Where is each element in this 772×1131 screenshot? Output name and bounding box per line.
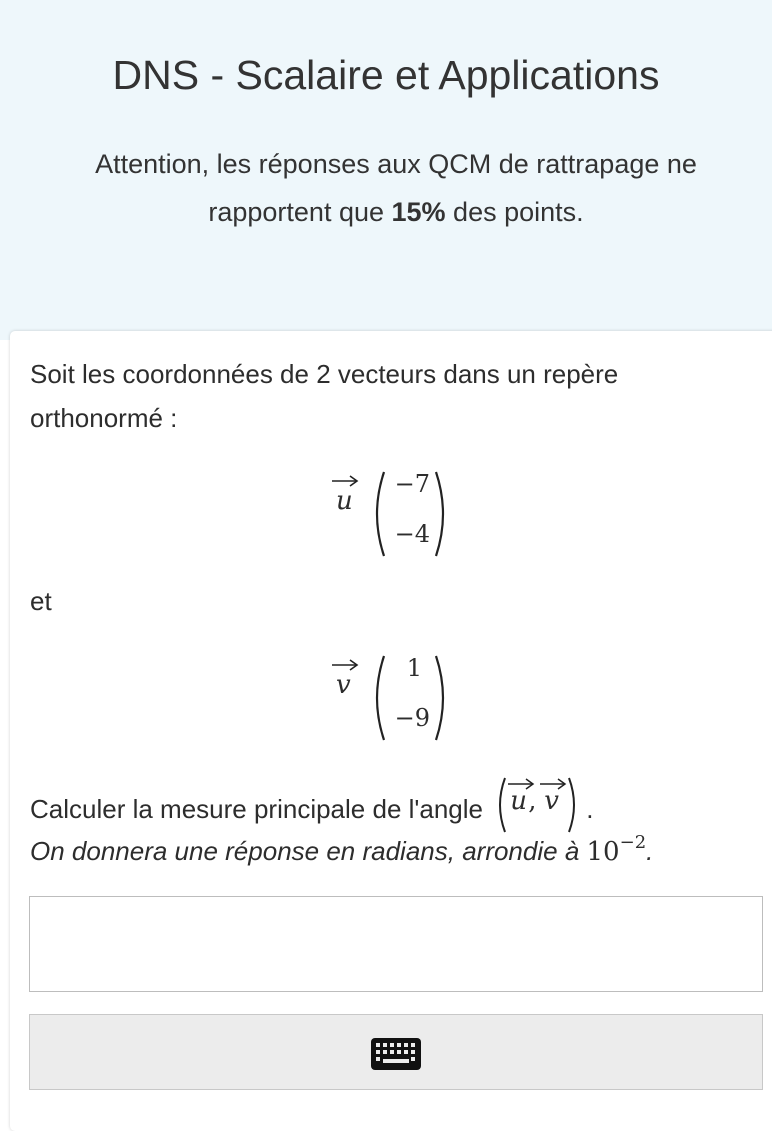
- note-exponent: −2: [619, 832, 647, 853]
- vector-u-letter: u: [336, 486, 353, 516]
- answer-input[interactable]: [29, 896, 763, 992]
- question-intro: Soit les coordonnées de 2 vecteurs dans un repère orthonormé :: [30, 359, 619, 433]
- vector-v-y: −9: [394, 704, 430, 732]
- note-base: 10: [586, 837, 620, 867]
- vector-u-x: −7: [394, 470, 430, 498]
- angle-v: v: [544, 786, 559, 816]
- page-title: DNS - Scalaire et Applications: [112, 52, 660, 98]
- points-percentage: 15%: [391, 197, 446, 227]
- vector-u-y: −4: [394, 520, 430, 548]
- header-banner: [0, 0, 772, 340]
- right-paren-icon: [432, 470, 452, 558]
- right-paren-icon: [432, 654, 452, 742]
- angle-u: u: [510, 786, 527, 816]
- points-notice: Attention, les réponses aux QCM de rattrapage ne rapportent que 15% des points.: [95, 149, 697, 227]
- angle-expression: [490, 782, 586, 832]
- keyboard-icon: [370, 1037, 422, 1071]
- rounding-note: On donnera une réponse en radians, arrondie à $10^{-2}$.: [30, 832, 654, 867]
- vector-u: [330, 468, 460, 558]
- vector-v-letter: v: [336, 670, 351, 700]
- virtual-keyboard-button[interactable]: [29, 1014, 763, 1090]
- connector-text: et: [30, 586, 52, 616]
- vector-v: [330, 652, 460, 742]
- vector-v-x: 1: [406, 654, 422, 682]
- angle-comma: ,: [528, 786, 537, 816]
- calculation-instruction: Calculer la mesure principale de l'angle u , v .: [30, 782, 593, 832]
- right-paren-icon: [566, 776, 580, 834]
